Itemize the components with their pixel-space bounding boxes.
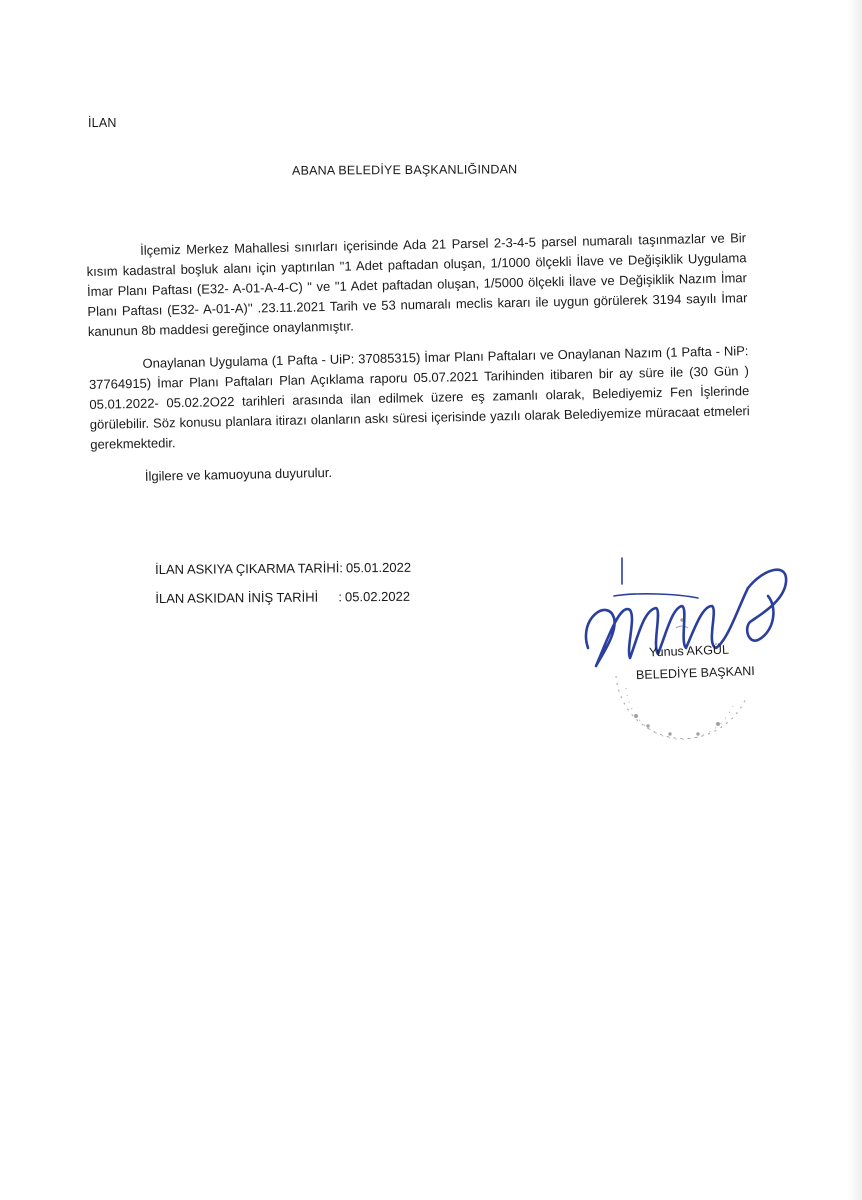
notice-dates: [155, 553, 411, 613]
removal-date-value: 05.02.2022: [344, 588, 411, 605]
scan-edge-shadow: [848, 0, 862, 1200]
removal-date-label: İLAN ASKIDAN İNİŞ TARİHİ: [155, 589, 319, 606]
signatory-position: BELEDİYE BAŞKANI: [635, 663, 756, 683]
posting-date-row: [155, 553, 411, 584]
signatory-name: Yunus AKGÜL: [648, 642, 730, 660]
paragraph-approval: İlçemiz Merkez Mahallesi sınırları içerisinde Ada 21 Parsel 2-3-4-5 parsel numaralı taşınmazlar ve Bir kısım kadastral boşluk alanı için yaptırılan "1 Adet paftadan oluşan, 1/1000 ölçekli İlave ve Değişiklik Uygulama İmar Planı Paftası (E32- A-01-A-4-C) " ve "1 Adet paftadan oluşan, 1/5000 ölçekli İlave ve Değişiklik Nazım İmar Planı Paftası (E32- A-01-A)'' .23.11.2021 Tarih ve 53 numaralı meclis kararı ile uygun görülerek 3194 sayılı İmar kanunun 8b maddesi gereğince onaylanmıştır.: [86, 230, 748, 339]
signature-block: [578, 548, 798, 758]
removal-date-separator: :: [338, 589, 343, 605]
notice-label: İLAN: [88, 116, 117, 130]
notice-body: [86, 228, 751, 488]
removal-date-row: [155, 582, 411, 613]
paragraph-display-period: Onaylanan Uygulama (1 Pafta - UiP: 37085315) İmar Planı Paftaları ve Onaylanan Nazım (1 Pafta - NiP: 37764915) İmar Planı Paftaları Plan Açıklama raporu 05.07.2021 Tarihinden itibaren bir ay süre ile (30 Gün ) 05.01.2022- 05.02.2O22 tarihleri arasında ilan edilmek üzere eş zamanlı olarak, Belediyemiz Fen İşlerinde görülebilir. Söz konusu planlara itirazı olanların askı süresi içerisinde yazılı olarak Belediyemize müracaat etmeleri gerekmektedir.: [88, 343, 750, 452]
posting-date-separator: :: [339, 560, 344, 576]
posting-date-value: 05.01.2022: [345, 559, 412, 576]
posting-date-label: İLAN ASKIYA ÇIKARMA TARİHİ: [155, 560, 340, 577]
document-title: ABANA BELEDİYE BAŞKANLIĞINDAN: [291, 162, 518, 178]
closing-line: İlgilere ve kamuoyuna duyurulur.: [144, 464, 333, 484]
